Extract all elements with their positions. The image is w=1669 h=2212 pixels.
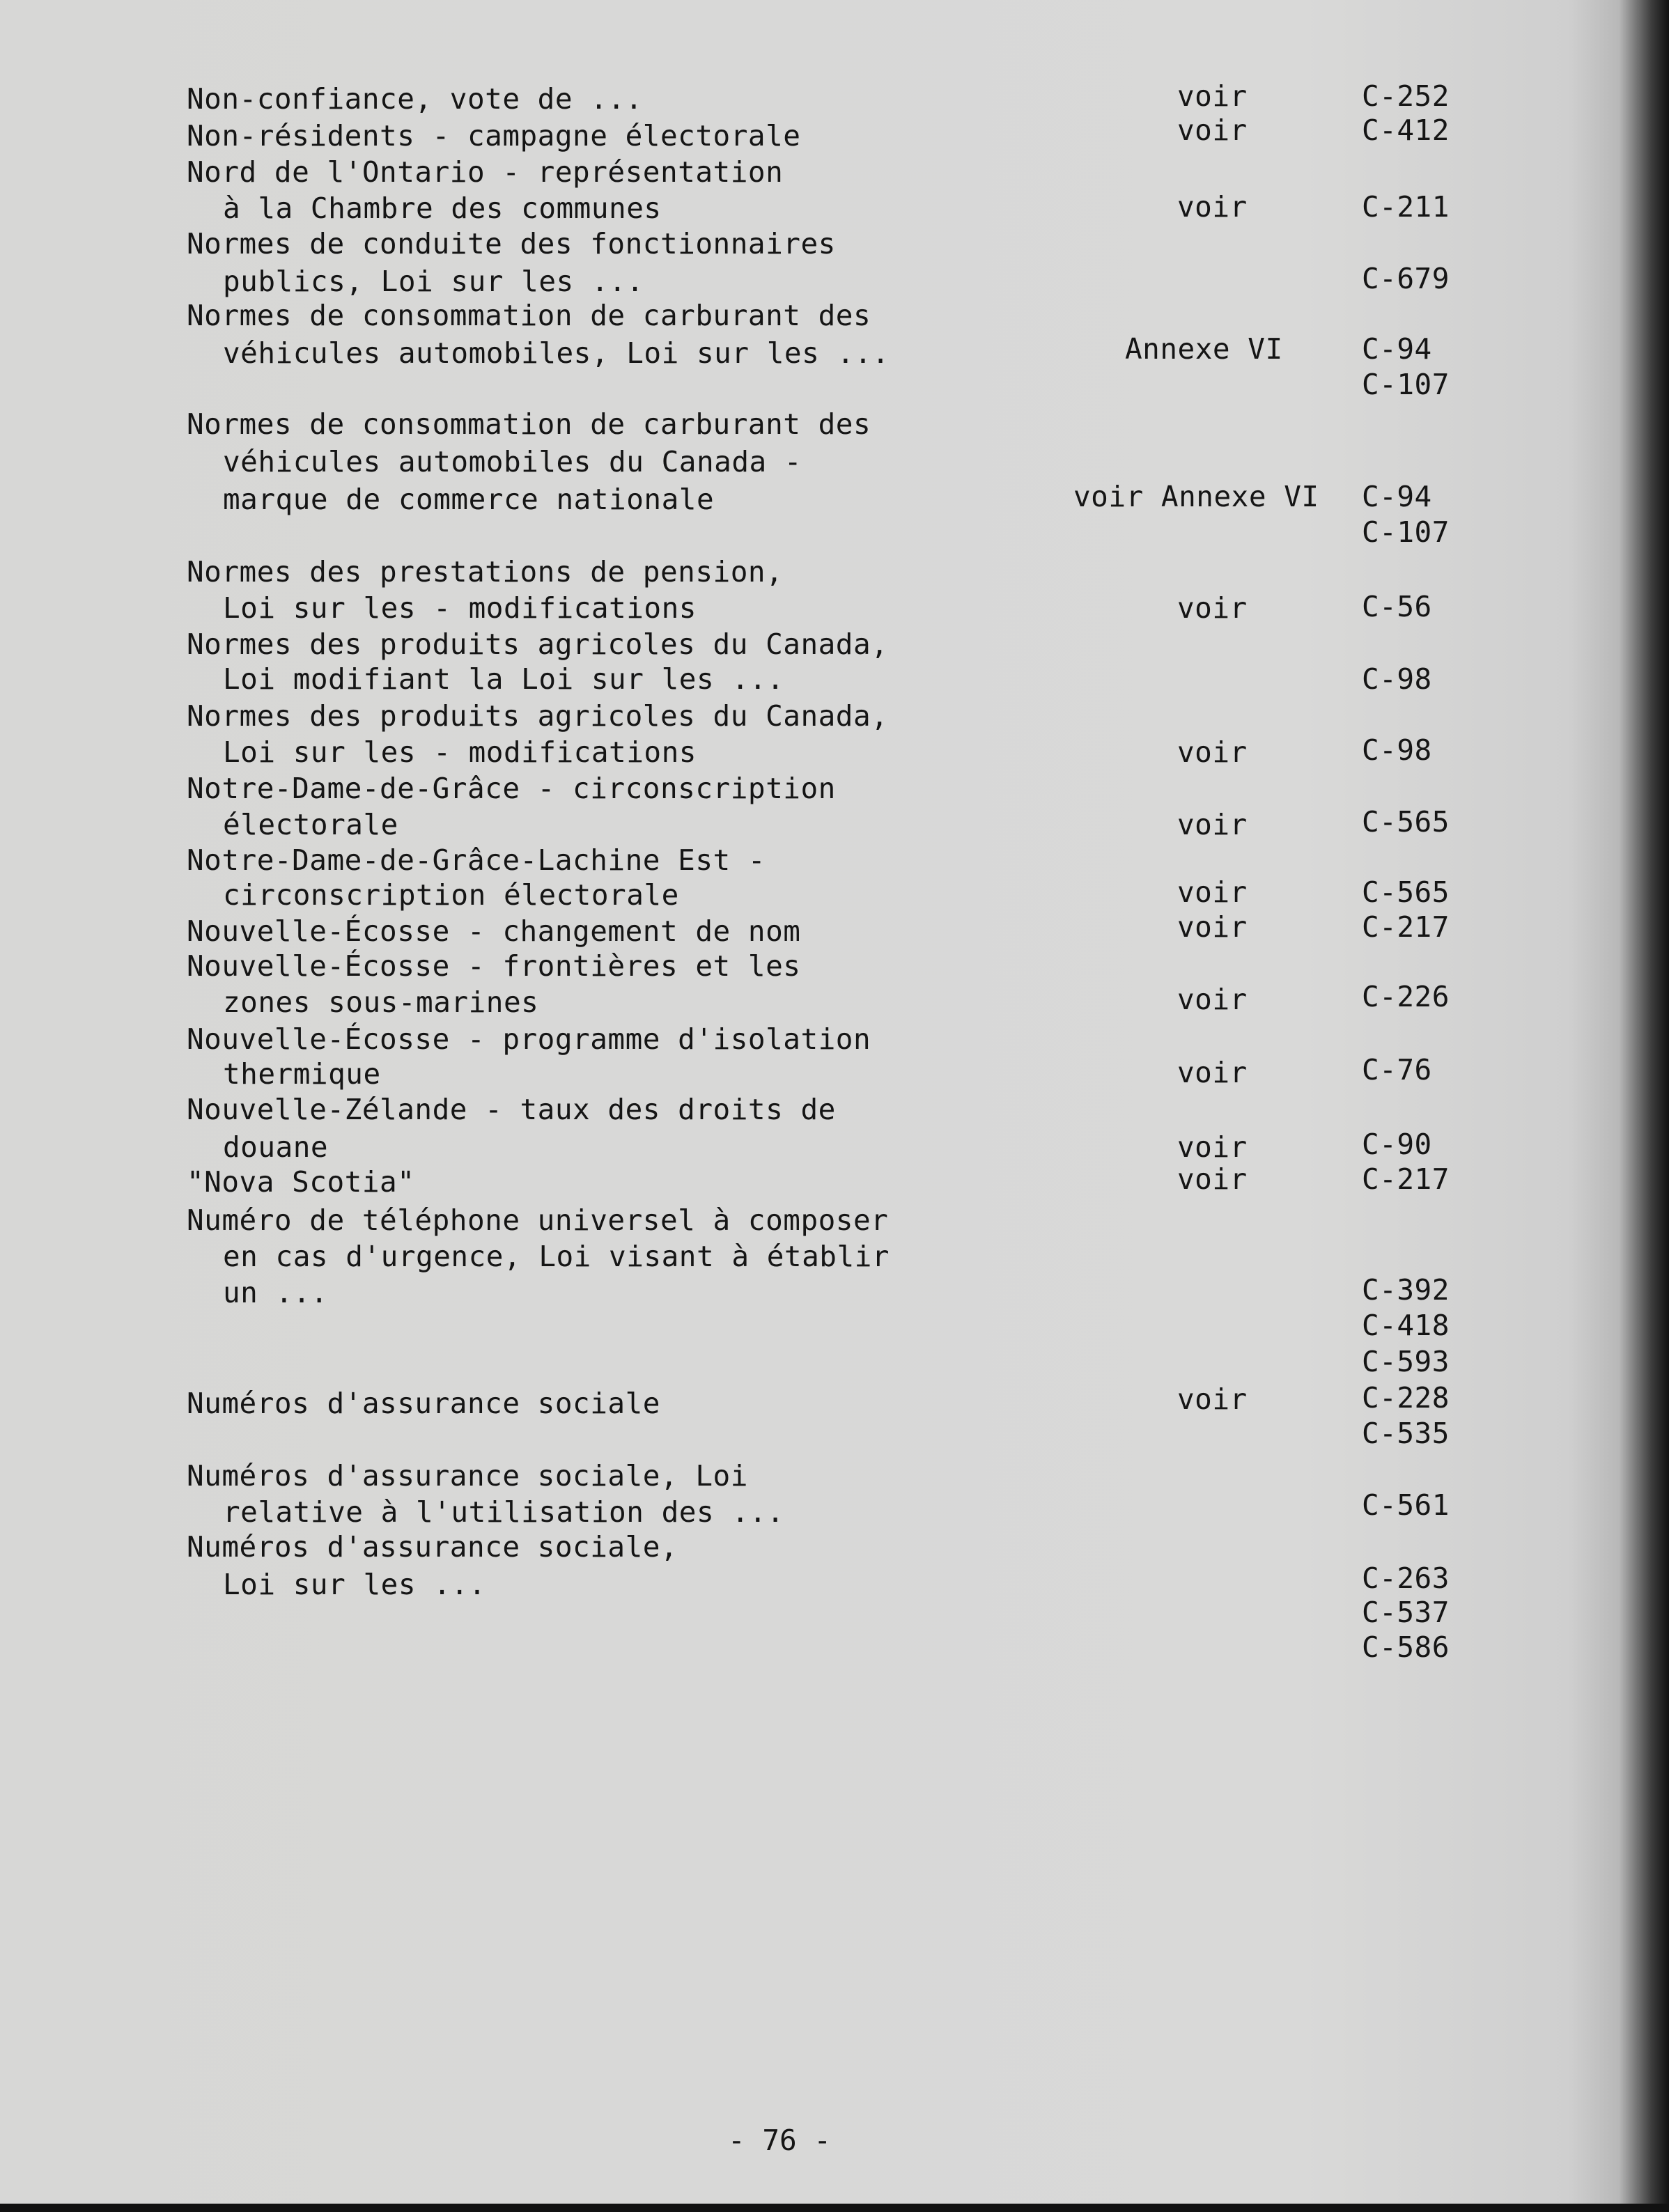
entry-code: C-593: [1362, 1345, 1450, 1378]
entry-code: C-228: [1362, 1381, 1450, 1415]
entry-label-line: Notre-Dame-de-Grâce - circonscription: [187, 772, 836, 805]
entry-label-line: Nord de l'Ontario - représentation: [187, 155, 784, 189]
entry-label-line: Normes des produits agricoles du Canada,: [187, 628, 889, 661]
entry-code: C-565: [1362, 805, 1450, 839]
entry-code: C-263: [1362, 1561, 1450, 1595]
entry-label-line: Normes des produits agricoles du Canada,: [187, 699, 889, 733]
entry-reference: Annexe VI: [1125, 332, 1283, 366]
entry-label-line: un ...: [223, 1276, 329, 1309]
entry-label-line: Nouvelle-Écosse - programme d'isolation: [187, 1022, 871, 1056]
entry-label-line: véhicules automobiles du Canada -: [223, 445, 802, 478]
entry-label-line: douane: [223, 1130, 329, 1164]
entry-code: C-217: [1362, 910, 1450, 944]
entry-label-line: zones sous-marines: [223, 986, 539, 1019]
entry-code: C-535: [1362, 1417, 1450, 1450]
entry-label-line: Loi sur les - modifications: [223, 591, 697, 625]
entry-reference: voir: [1177, 1382, 1248, 1416]
entry-code: C-392: [1362, 1273, 1450, 1307]
entry-code: C-418: [1362, 1309, 1450, 1342]
entry-reference: voir: [1177, 190, 1248, 224]
entry-code: C-211: [1362, 190, 1450, 224]
entry-reference: voir: [1177, 910, 1248, 944]
page-number: - 76 -: [728, 2124, 832, 2157]
entry-label-line: Numéros d'assurance sociale,: [187, 1530, 678, 1564]
entry-label-line: publics, Loi sur les ...: [223, 265, 644, 298]
entry-code: C-98: [1362, 733, 1432, 767]
entry-code: C-537: [1362, 1596, 1450, 1629]
entry-reference: voir: [1177, 808, 1248, 841]
entry-reference: voir: [1177, 79, 1248, 113]
entry-code: C-76: [1362, 1053, 1432, 1086]
entry-reference: voir: [1177, 735, 1248, 769]
entry-code: C-56: [1362, 590, 1432, 623]
entry-code: C-586: [1362, 1630, 1450, 1664]
entry-label-line: Numéros d'assurance sociale: [187, 1387, 660, 1420]
entry-label-line: Normes de consommation de carburant des: [187, 299, 871, 332]
entry-reference: voir: [1177, 875, 1248, 909]
entry-label-line: marque de commerce nationale: [223, 483, 715, 516]
entry-reference: voir: [1177, 1056, 1248, 1089]
entry-code: C-412: [1362, 114, 1450, 147]
entry-reference: voir: [1177, 114, 1248, 147]
entry-code: C-107: [1362, 368, 1450, 401]
entry-label-line: électorale: [223, 808, 398, 841]
entry-label-line: Nouvelle-Écosse - frontières et les: [187, 949, 801, 983]
entry-code: C-226: [1362, 980, 1450, 1013]
entry-label-line: en cas d'urgence, Loi visant à établir: [223, 1240, 890, 1273]
entry-reference: voir: [1177, 983, 1248, 1016]
entry-code: C-561: [1362, 1488, 1450, 1522]
entry-label-line: Numéros d'assurance sociale, Loi: [187, 1459, 748, 1493]
entry-label-line: Nouvelle-Écosse - changement de nom: [187, 914, 801, 948]
entry-label-line: Normes de conduite des fonctionnaires: [187, 227, 836, 260]
entry-code: C-94: [1362, 480, 1432, 513]
entry-label-line: Notre-Dame-de-Grâce-Lachine Est -: [187, 843, 766, 877]
entry-code: C-107: [1362, 515, 1450, 549]
scan-bottom-shadow: [0, 2204, 1669, 2212]
entry-label-line: thermique: [223, 1057, 381, 1091]
entry-code: C-565: [1362, 875, 1450, 909]
entry-label-line: Normes des prestations de pension,: [187, 555, 784, 589]
entry-code: C-90: [1362, 1128, 1432, 1161]
entry-label-line: véhicules automobiles, Loi sur les ...: [223, 336, 890, 370]
entry-label-line: Loi sur les - modifications: [223, 735, 697, 769]
entry-code: C-679: [1362, 262, 1450, 295]
entry-label-line: Non-résidents - campagne électorale: [187, 119, 801, 153]
entry-label-line: Nouvelle-Zélande - taux des droits de: [187, 1093, 836, 1126]
entry-label-line: Loi modifiant la Loi sur les ...: [223, 662, 784, 696]
entry-label-line: à la Chambre des communes: [223, 192, 662, 225]
entry-label-line: relative à l'utilisation des ...: [223, 1495, 784, 1529]
entry-label-line: Non-confiance, vote de ...: [187, 82, 643, 116]
entry-reference: voir: [1177, 591, 1248, 625]
entry-label-line: Numéro de téléphone universel à composer: [187, 1204, 889, 1237]
entry-reference: voir Annexe VI: [1073, 480, 1319, 513]
entry-label-line: Loi sur les ...: [223, 1568, 486, 1601]
entry-label-line: circonscription électorale: [223, 878, 679, 912]
entry-reference: voir: [1177, 1130, 1248, 1164]
entry-code: C-94: [1362, 332, 1432, 366]
entry-code: C-217: [1362, 1162, 1450, 1196]
entry-label-line: Normes de consommation de carburant des: [187, 407, 871, 441]
entry-code: C-98: [1362, 662, 1432, 696]
entry-reference: voir: [1177, 1162, 1248, 1196]
entry-label-line: "Nova Scotia": [187, 1165, 415, 1199]
entry-code: C-252: [1362, 79, 1450, 113]
